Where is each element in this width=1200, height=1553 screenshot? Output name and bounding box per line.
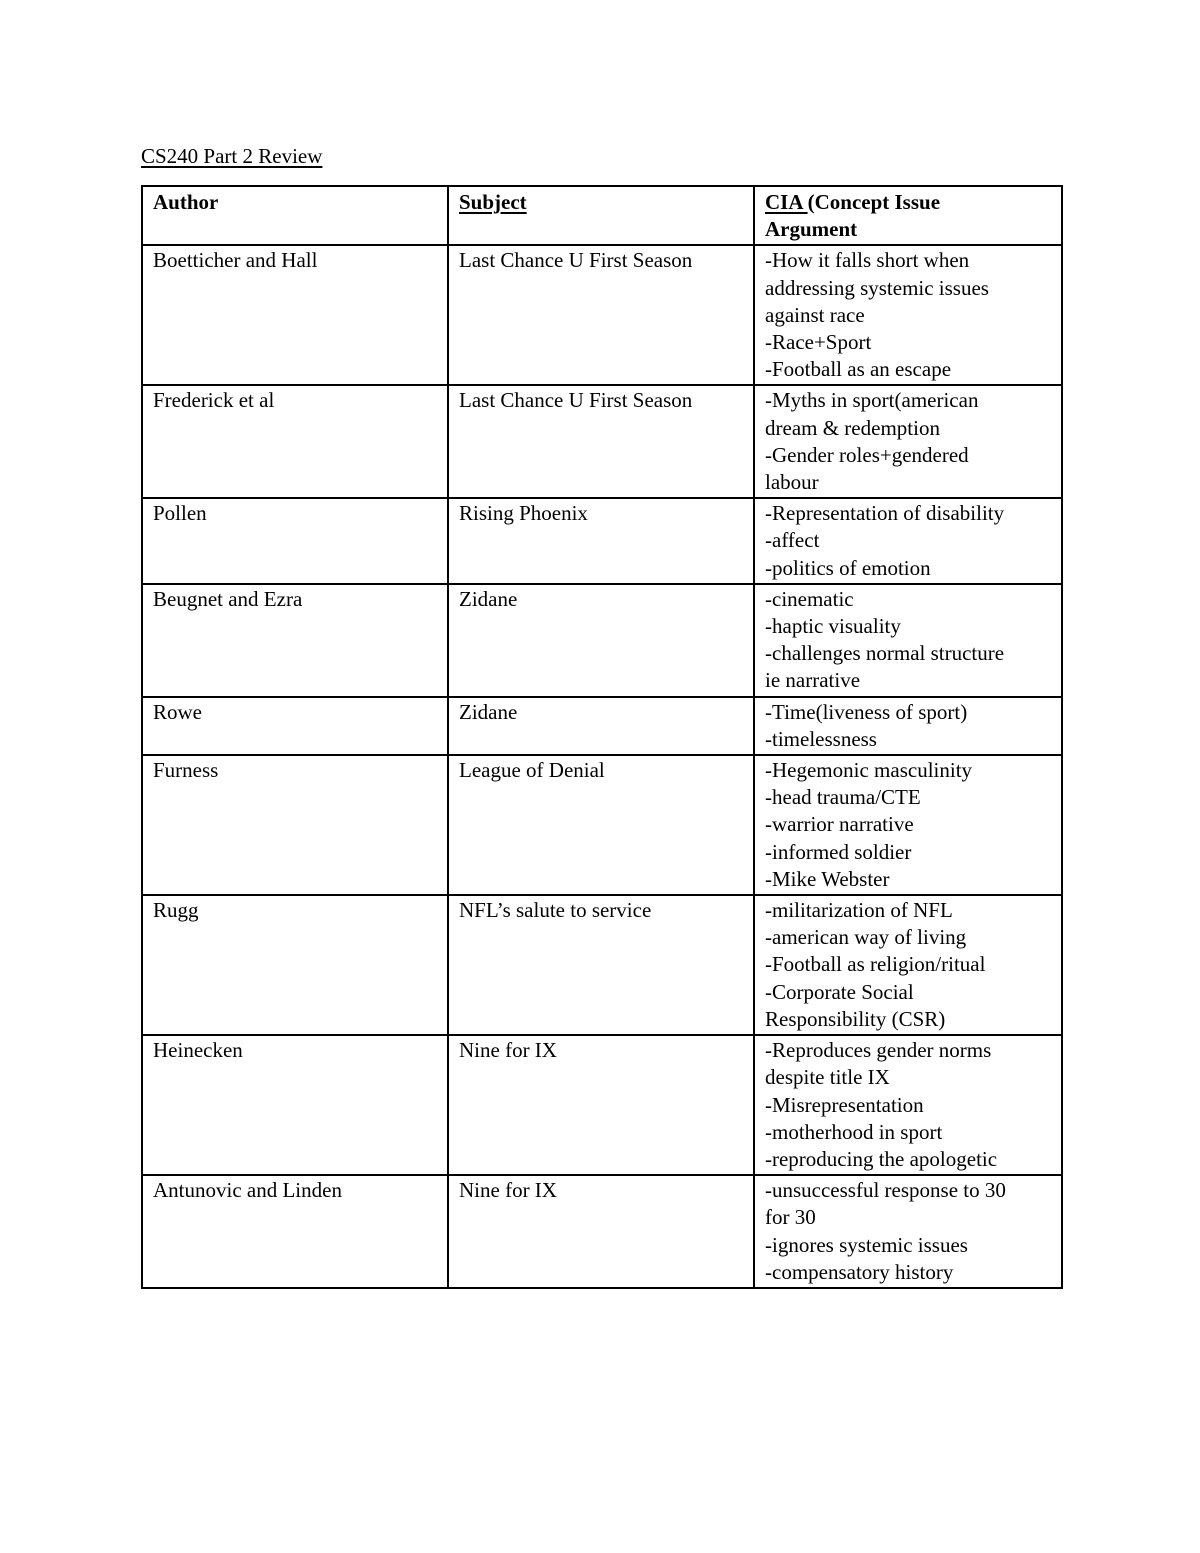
header-cia-expansion: (Concept Issue — [807, 190, 941, 214]
cell-cia — [754, 584, 1062, 697]
cia-line: -How it falls short when — [765, 248, 970, 273]
header-cia-abbrev: CIA — [765, 190, 808, 214]
cia-line: -Gender roles+gendered — [765, 442, 969, 467]
cell-subject: Last Chance U First Season — [448, 245, 754, 385]
cell-cia — [754, 1175, 1062, 1288]
cell-author: Heinecken — [142, 1035, 448, 1175]
cell-author: Furness — [142, 755, 448, 895]
cia-line: -Representation of disability — [765, 501, 1005, 526]
cia-line: -american way of living — [765, 925, 967, 950]
cia-line: labour — [765, 470, 819, 495]
header-cia-line2: Argument — [765, 217, 858, 242]
cia-line: -Race+Sport — [765, 330, 872, 355]
review-table — [141, 185, 1063, 1289]
cia-line: -Myths in sport(american — [765, 388, 979, 413]
cia-line: ie narrative — [765, 668, 861, 693]
cell-subject: Nine for IX — [448, 1175, 754, 1288]
cia-line: -cinematic — [765, 586, 854, 611]
cia-line: -Football as religion/ritual — [765, 952, 986, 977]
cell-cia — [754, 755, 1062, 895]
cia-line: -haptic visuality — [765, 614, 901, 639]
cia-line: -timelessness — [765, 726, 877, 751]
cia-line: against race — [765, 302, 865, 327]
cell-author: Rowe — [142, 697, 448, 755]
cell-subject: Nine for IX — [448, 1035, 754, 1175]
cia-line: -motherhood in sport — [765, 1119, 943, 1144]
cell-subject: League of Denial — [448, 755, 754, 895]
cia-line: -warrior narrative — [765, 812, 914, 837]
cell-author: Antunovic and Linden — [142, 1175, 448, 1288]
cell-subject: Zidane — [448, 584, 754, 697]
cia-line: -Football as an escape — [765, 357, 952, 382]
cia-line: -ignores systemic issues — [765, 1232, 968, 1257]
cia-line: -politics of emotion — [765, 555, 931, 580]
cia-line: addressing systemic issues — [765, 275, 989, 300]
document-title: CS240 Part 2 Review — [141, 144, 323, 168]
table-row — [142, 498, 1062, 584]
table-row — [142, 697, 1062, 755]
cia-line: -unsuccessful response to 30 — [765, 1178, 1006, 1203]
cell-cia — [754, 895, 1062, 1035]
cell-author: Boetticher and Hall — [142, 245, 448, 385]
cia-line: -challenges normal structure — [765, 641, 1005, 666]
cia-line: -Misrepresentation — [765, 1092, 924, 1117]
cia-line: -Reproduces gender norms — [765, 1038, 992, 1063]
cia-line: -reproducing the apologetic — [765, 1146, 998, 1171]
cell-cia — [754, 245, 1062, 385]
cell-author: Pollen — [142, 498, 448, 584]
cia-line: dream & redemption — [765, 415, 940, 440]
cell-author: Beugnet and Ezra — [142, 584, 448, 697]
cia-line: -Time(liveness of sport) — [765, 699, 968, 724]
table-row — [142, 584, 1062, 697]
cia-line: -informed soldier — [765, 839, 912, 864]
cia-line: -head trauma/CTE — [765, 785, 921, 810]
table-row — [142, 1175, 1062, 1288]
cell-cia — [754, 385, 1062, 498]
cell-subject: NFL’s salute to service — [448, 895, 754, 1035]
table-row — [142, 385, 1062, 498]
header-author: Author — [142, 186, 448, 245]
table-row — [142, 1035, 1062, 1175]
cia-line: -militarization of NFL — [765, 898, 953, 923]
cia-line: -Hegemonic masculinity — [765, 758, 973, 783]
table-row — [142, 895, 1062, 1035]
table-row — [142, 755, 1062, 895]
cia-line: despite title IX — [765, 1065, 890, 1090]
table-row — [142, 245, 1062, 385]
cia-line: -compensatory history — [765, 1259, 954, 1284]
cell-subject: Zidane — [448, 697, 754, 755]
cell-author: Rugg — [142, 895, 448, 1035]
cia-line: Responsibility (CSR) — [765, 1006, 946, 1031]
header-cia — [754, 186, 1062, 245]
cell-author: Frederick et al — [142, 385, 448, 498]
cell-subject: Last Chance U First Season — [448, 385, 754, 498]
cia-line: for 30 — [765, 1205, 816, 1230]
table-header-row — [142, 186, 1062, 245]
cia-line: -Corporate Social — [765, 979, 914, 1004]
header-subject-label: Subject — [459, 190, 527, 214]
cell-cia — [754, 697, 1062, 755]
header-subject — [448, 186, 754, 245]
cell-subject: Rising Phoenix — [448, 498, 754, 584]
cell-cia — [754, 498, 1062, 584]
cell-cia — [754, 1035, 1062, 1175]
cia-line: -affect — [765, 528, 820, 553]
cia-line: -Mike Webster — [765, 866, 890, 891]
